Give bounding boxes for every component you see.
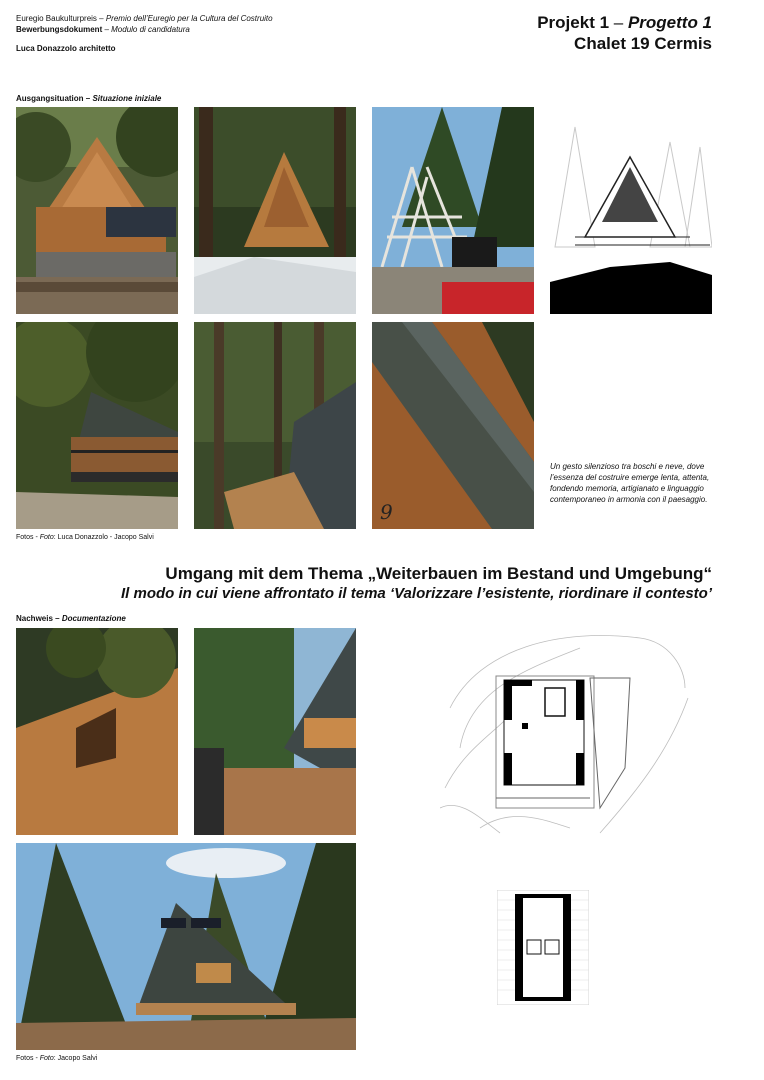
photo-existing-chalet-front	[16, 107, 178, 314]
photo-chalet-exterior-full	[16, 843, 356, 1050]
separator: -	[33, 534, 40, 541]
section-label-documentation	[16, 614, 126, 623]
photo-credits-initial	[16, 533, 154, 542]
credits-de: Fotos	[16, 534, 34, 541]
project-title-block	[537, 12, 712, 54]
theme-heading-de: Umgang mit dem Thema „Weiterbauen im Bestand und Umgebung“	[165, 564, 712, 583]
prize-name-de: Euregio Baukulturpreis	[16, 14, 97, 23]
project-name: Chalet 19 Cermis	[574, 34, 712, 53]
prize-name-it: Premio dell’Euregio per la Cultura del Costruito	[105, 14, 273, 23]
credits-de: Fotos	[16, 1055, 34, 1062]
credits-names: : Luca Donazzolo - Jacopo Salvi	[53, 534, 154, 541]
credits-it: Foto	[39, 1055, 54, 1062]
credits-names: : Jacopo Salvi	[53, 1055, 98, 1062]
drawing-existing-elevation	[550, 107, 712, 314]
project-title-it: Progetto 1	[627, 13, 712, 32]
photo-new-chalet-deck	[194, 322, 356, 529]
project-title-de: Projekt 1	[537, 13, 610, 32]
section-label-it: Situazione iniziale	[92, 94, 162, 103]
photo-facade-window	[16, 628, 178, 835]
separator: –	[96, 14, 106, 23]
photo-new-chalet-trees	[16, 322, 178, 529]
separator: –	[52, 614, 62, 623]
photo-construction-frame	[372, 107, 534, 314]
credits-it: Foto	[39, 534, 54, 541]
header-line2	[16, 24, 273, 35]
photo-roof-detail	[372, 322, 534, 529]
section-label-de: Ausgangsituation	[16, 94, 84, 103]
separator: –	[102, 25, 112, 34]
photo-existing-chalet-forest	[194, 107, 356, 314]
section-label-initial	[16, 94, 161, 103]
drawing-site-plan	[440, 628, 690, 838]
document-type-de: Bewerbungsdokument	[16, 25, 103, 34]
theme-heading-it: Il modo in cui viene affrontato il tema ‘Valorizzare l’esistente, riordinare il contesto’	[121, 585, 712, 602]
section-label-de: Nachweis	[16, 614, 53, 623]
separator: –	[83, 94, 93, 103]
separator: -	[33, 1055, 40, 1062]
document-type-it: Modulo di candidatura	[111, 25, 190, 34]
project-title	[537, 12, 712, 33]
drawing-floor-plan	[497, 890, 589, 1005]
author-name: Luca Donazzolo architetto	[16, 44, 116, 53]
section-label-it: Documentazione	[61, 614, 126, 623]
header-block	[16, 13, 273, 54]
project-quote: Un gesto silenzioso tra boschi e neve, dove l’essenza del costruire emerge lenta, attenta, fondendo memoria, artigianato e linguaggio contemporaneo in armonia con il paesaggio.	[550, 462, 710, 504]
photo-terrace-roof	[194, 628, 356, 835]
photo-number: 9	[380, 500, 393, 524]
header-line1	[16, 13, 273, 24]
separator: –	[609, 13, 628, 32]
photo-credits-documentation	[16, 1054, 97, 1063]
